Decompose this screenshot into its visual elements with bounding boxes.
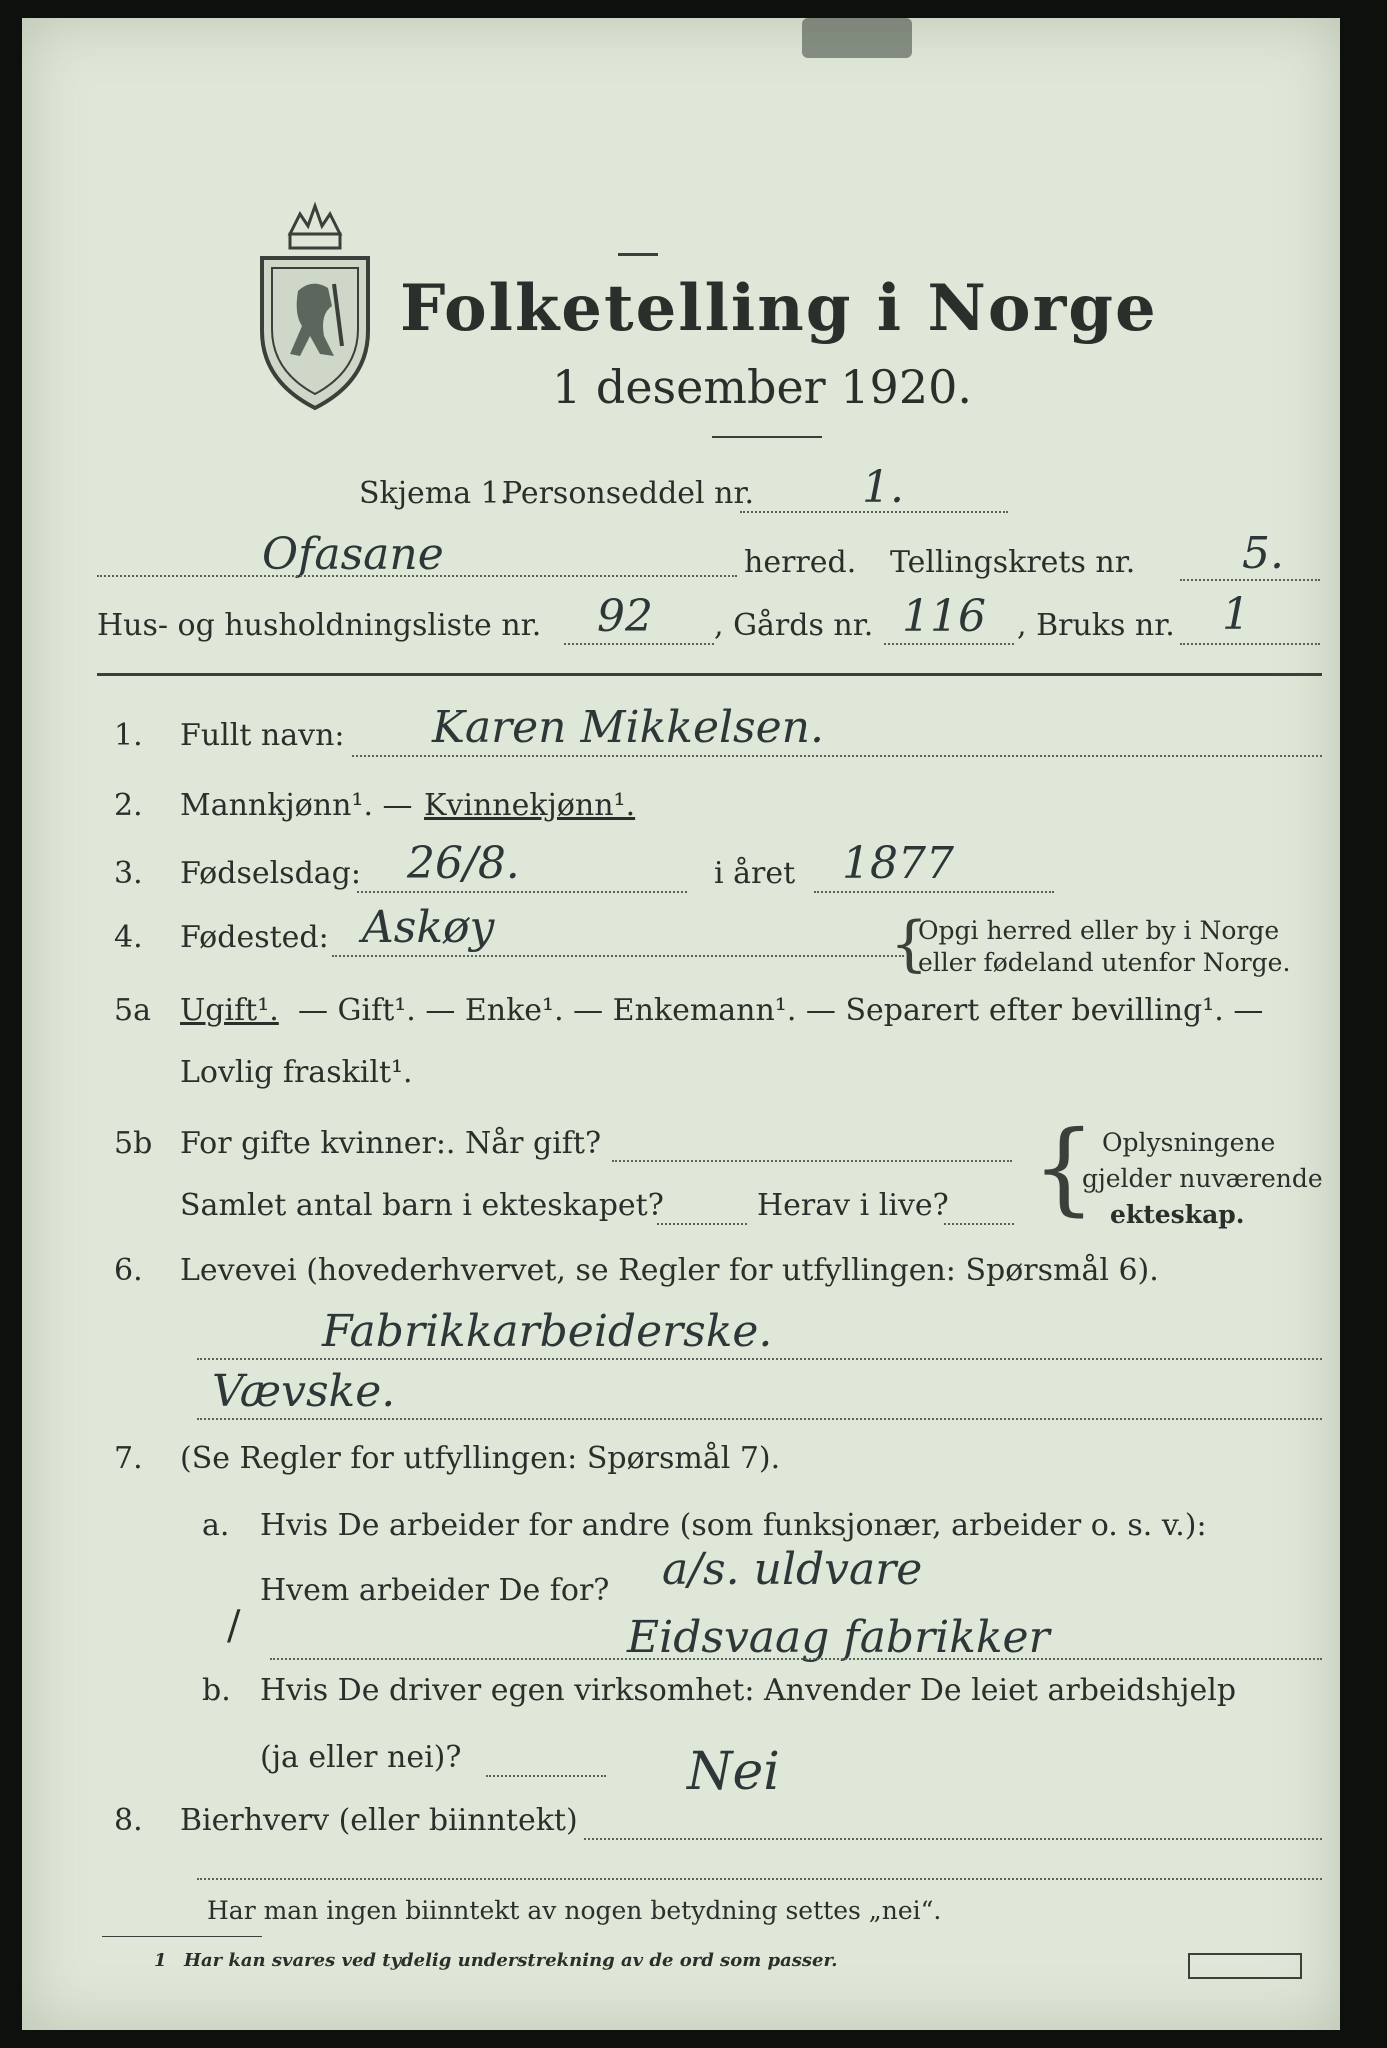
q1-label: Fullt navn: xyxy=(180,718,345,753)
gards-line xyxy=(884,643,1014,645)
q3-line xyxy=(357,891,687,893)
q4-line xyxy=(332,955,904,957)
form-date: 1 desember 1920. xyxy=(552,360,972,414)
tellingskrets-value: 5. xyxy=(1242,528,1284,579)
personseddel-label: Personseddel nr. xyxy=(502,476,755,511)
q7b-label: Hvis De driver egen virksomhet: Anvender De leiet arbeidshjelp xyxy=(260,1673,1237,1708)
q5b-married-line xyxy=(612,1160,1012,1162)
census-form-sheet xyxy=(22,18,1340,2030)
q8-extra-line xyxy=(197,1878,1322,1880)
herred-line xyxy=(97,575,737,577)
bruks-value: 1 xyxy=(1222,589,1250,640)
q3-year-label: i året xyxy=(714,856,796,891)
q5b-label-children: Samlet antal barn i ekteskapet? xyxy=(180,1188,664,1223)
tellingskrets-line xyxy=(1180,579,1320,581)
q5b-note-line1: Oplysningene xyxy=(1102,1128,1276,1157)
q5a-ugift-option: Ugift¹. xyxy=(180,993,279,1028)
q5a-fraskilt-option: Lovlig fraskilt¹. xyxy=(180,1055,413,1090)
q7-number: 7. xyxy=(114,1441,143,1476)
herred-label: herred. xyxy=(744,545,857,580)
footnote-rule xyxy=(102,1936,262,1937)
q7b-line xyxy=(486,1775,606,1777)
tellingskrets-label: Tellingskrets nr. xyxy=(890,545,1136,580)
printer-stamp xyxy=(1188,1953,1302,1979)
title-divider xyxy=(712,436,822,438)
q7a-answer-line1: a/s. uldvare xyxy=(662,1544,923,1595)
bruks-line xyxy=(1180,643,1320,645)
q4-brace: { xyxy=(890,909,929,979)
q1-number: 1. xyxy=(114,718,143,753)
form-title: Folketelling i Norge xyxy=(400,271,1158,346)
q4-label: Fødested: xyxy=(180,920,329,955)
husholdning-line xyxy=(564,643,714,645)
q7a-label: Hvis De arbeider for andre (som funksjonær, arbeider o. s. v.): xyxy=(260,1508,1207,1543)
q6-number: 6. xyxy=(114,1253,143,1288)
gards-label: , Gårds nr. xyxy=(714,608,874,643)
q6-line1 xyxy=(197,1358,1322,1360)
q2-male-option: Mannkjønn¹. — xyxy=(180,788,413,823)
q5b-number: 5b xyxy=(114,1126,153,1161)
footnote-text: Har kan svares ved tydelig understrekning av de ord som passer. xyxy=(184,1950,838,1971)
q3-year-line xyxy=(814,891,1054,893)
q6-line2 xyxy=(197,1418,1322,1420)
q7b-letter: b. xyxy=(202,1673,231,1708)
q1-answer-full-name: Karen Mikkelsen. xyxy=(432,702,825,753)
q5b-label-alive: Herav i live? xyxy=(757,1188,949,1223)
bruks-label: , Bruks nr. xyxy=(1017,608,1175,643)
q5a-other-options: — Gift¹. — Enke¹. — Enkemann¹. — Separert efter bevilling¹. — xyxy=(298,993,1264,1028)
title-dash xyxy=(618,253,658,256)
q7a-letter: a. xyxy=(202,1508,230,1543)
q7b-label-ja-nei: (ja eller nei)? xyxy=(260,1740,462,1775)
q1-line xyxy=(352,755,1322,757)
personseddel-value: 1. xyxy=(862,462,904,513)
q3-number: 3. xyxy=(114,856,143,891)
q6-answer-line2: Vævske. xyxy=(212,1366,396,1417)
herred-value: Ofasane xyxy=(262,529,444,580)
paper-stain xyxy=(802,18,912,58)
q3-answer-birthday: 26/8. xyxy=(407,838,520,889)
norwegian-coat-of-arms-icon xyxy=(250,196,380,416)
q5a-number: 5a xyxy=(114,993,151,1028)
q5b-alive-line xyxy=(944,1223,1014,1225)
husholdning-label: Hus- og husholdningsliste nr. xyxy=(97,608,542,643)
q6-answer-line1: Fabrikkarbeiderske. xyxy=(322,1306,773,1357)
q8-answer: Nei xyxy=(687,1742,780,1802)
q5b-label-married: For gifte kvinner:. Når gift? xyxy=(180,1126,602,1161)
q4-answer-birthplace: Askøy xyxy=(362,902,495,953)
footnote-mark: 1 xyxy=(154,1950,167,1971)
q2-female-option: Kvinnekjønn¹. xyxy=(424,788,636,823)
footer-note: Har man ingen biinntekt av nogen betydning settes „nei“. xyxy=(207,1896,942,1925)
section-divider xyxy=(97,673,1322,676)
gards-value: 116 xyxy=(902,591,986,642)
q3-answer-year: 1877 xyxy=(842,838,954,889)
q8-line xyxy=(584,1838,1322,1840)
q4-number: 4. xyxy=(114,920,143,955)
q5b-brace: { xyxy=(1032,1109,1096,1226)
q3-label: Fødselsdag: xyxy=(180,856,361,891)
q8-number: 8. xyxy=(114,1803,143,1838)
q7a-label-employer: Hvem arbeider De for? xyxy=(260,1573,610,1608)
q7a-margin-mark: / xyxy=(227,1603,241,1649)
q5b-note-line2: gjelder nuværende xyxy=(1082,1164,1323,1193)
q7a-answer-line2: Eidsvaag fabrikker xyxy=(627,1612,1050,1663)
q4-note-line1: Opgi herred eller by i Norge xyxy=(918,916,1280,945)
q5b-note-line3: ekteskap. xyxy=(1110,1200,1245,1229)
q7-label: (Se Regler for utfyllingen: Spørsmål 7). xyxy=(180,1441,781,1476)
q8-label: Bierhverv (eller biinntekt) xyxy=(180,1803,578,1838)
q4-note-line2: eller fødeland utenfor Norge. xyxy=(918,948,1291,977)
q7a-line xyxy=(270,1658,1322,1660)
q5b-children-line xyxy=(657,1223,747,1225)
q2-number: 2. xyxy=(114,788,143,823)
husholdning-value: 92 xyxy=(597,591,653,642)
skjema-label: Skjema 1. xyxy=(359,476,510,511)
q6-label: Levevei (hovederhvervet, se Regler for utfyllingen: Spørsmål 6). xyxy=(180,1253,1159,1288)
